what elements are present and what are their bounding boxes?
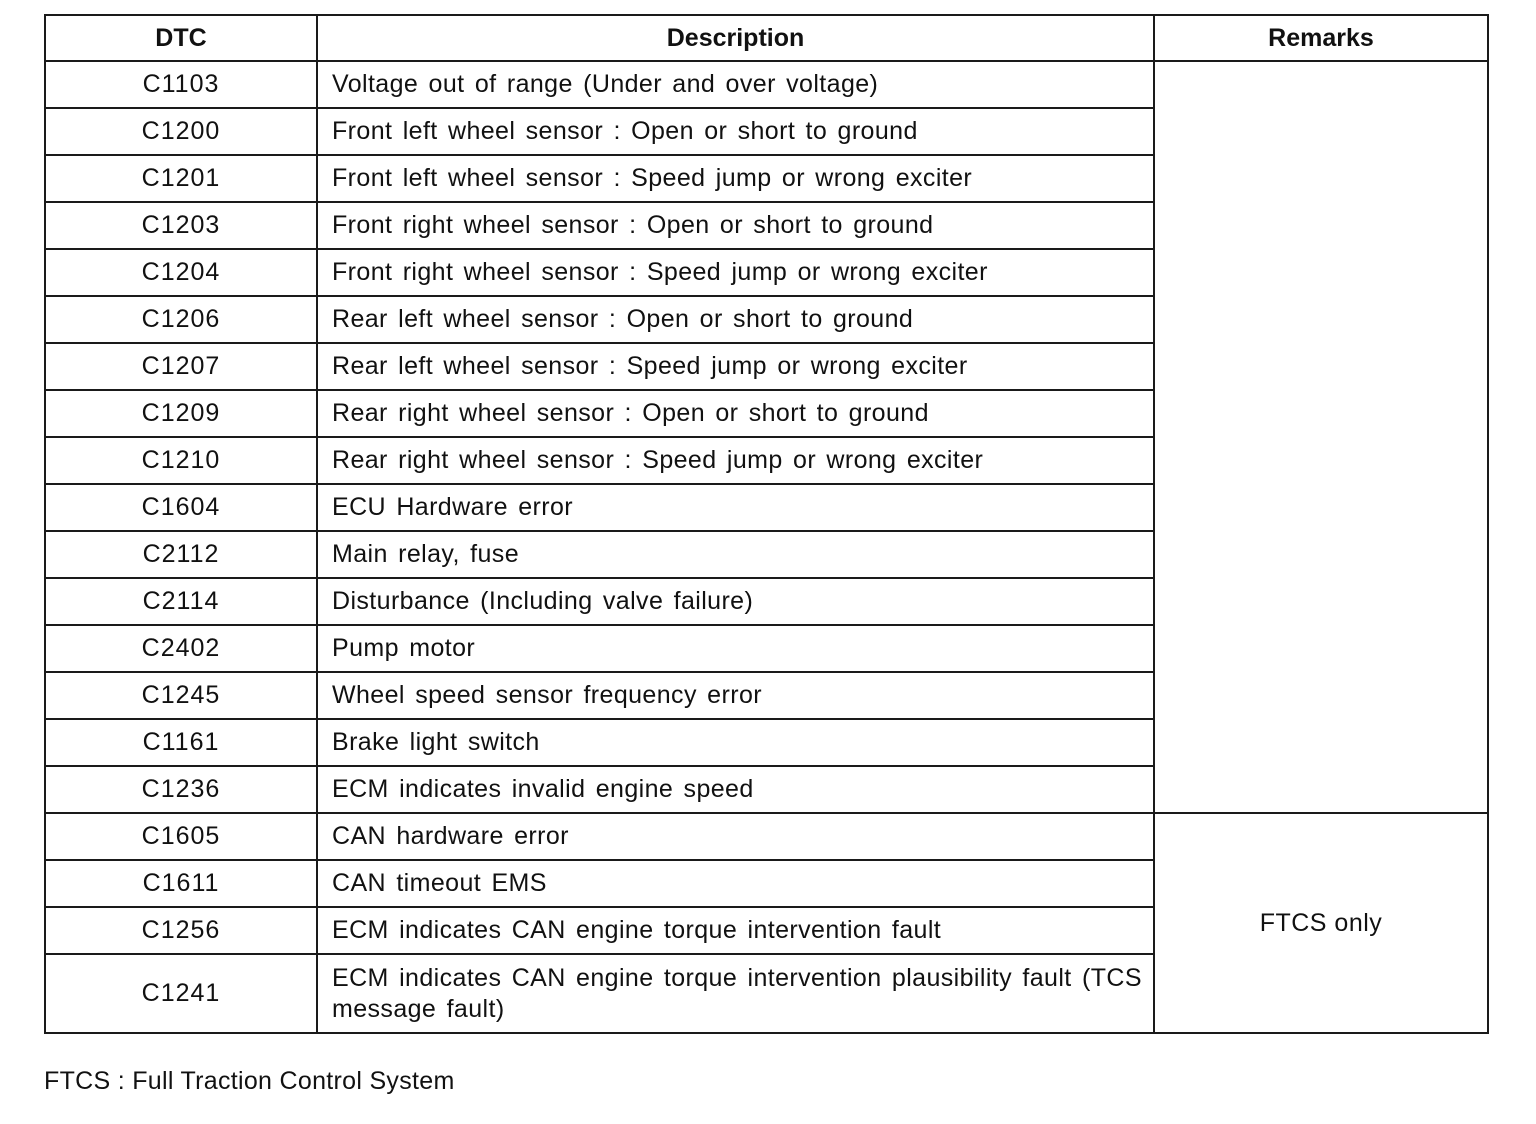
dtc-description: Front left wheel sensor : Speed jump or wrong exciter <box>317 155 1154 202</box>
dtc-code: C1241 <box>45 954 317 1033</box>
table-header-row <box>45 15 1488 61</box>
table-row <box>45 813 1488 860</box>
dtc-code: C1236 <box>45 766 317 813</box>
dtc-description: Wheel speed sensor frequency error <box>317 672 1154 719</box>
dtc-code: C1203 <box>45 202 317 249</box>
dtc-code: C2114 <box>45 578 317 625</box>
dtc-description: ECM indicates invalid engine speed <box>317 766 1154 813</box>
dtc-description: ECM indicates CAN engine torque intervention fault <box>317 907 1154 954</box>
dtc-description: Rear left wheel sensor : Open or short to ground <box>317 296 1154 343</box>
dtc-code: C1200 <box>45 108 317 155</box>
remarks-cell-ftcs: FTCS only <box>1154 813 1488 1033</box>
dtc-description: CAN hardware error <box>317 813 1154 860</box>
dtc-description: Rear right wheel sensor : Speed jump or wrong exciter <box>317 437 1154 484</box>
dtc-code: C1207 <box>45 343 317 390</box>
dtc-code: C1103 <box>45 61 317 108</box>
dtc-code: C1206 <box>45 296 317 343</box>
header-remarks: Remarks <box>1154 15 1488 61</box>
dtc-description: Rear left wheel sensor : Speed jump or wrong exciter <box>317 343 1154 390</box>
dtc-code: C2112 <box>45 531 317 578</box>
dtc-code: C1210 <box>45 437 317 484</box>
dtc-code: C1201 <box>45 155 317 202</box>
dtc-description: Pump motor <box>317 625 1154 672</box>
dtc-description: Voltage out of range (Under and over voltage) <box>317 61 1154 108</box>
dtc-description: ECM indicates CAN engine torque intervention plausibility fault (TCS message fault) <box>317 954 1154 1033</box>
dtc-description: Brake light switch <box>317 719 1154 766</box>
dtc-code: C1204 <box>45 249 317 296</box>
dtc-description: Front left wheel sensor : Open or short to ground <box>317 108 1154 155</box>
dtc-description: Rear right wheel sensor : Open or short to ground <box>317 390 1154 437</box>
dtc-code: C1611 <box>45 860 317 907</box>
dtc-description: Front right wheel sensor : Open or short to ground <box>317 202 1154 249</box>
dtc-code: C1604 <box>45 484 317 531</box>
header-description: Description <box>317 15 1154 61</box>
remarks-cell-general <box>1154 61 1488 813</box>
dtc-code: C1209 <box>45 390 317 437</box>
dtc-code: C1245 <box>45 672 317 719</box>
dtc-code: C1256 <box>45 907 317 954</box>
dtc-code: C1161 <box>45 719 317 766</box>
header-dtc: DTC <box>45 15 317 61</box>
dtc-description: CAN timeout EMS <box>317 860 1154 907</box>
table-row <box>45 61 1488 108</box>
dtc-description: ECU Hardware error <box>317 484 1154 531</box>
dtc-table <box>44 14 1489 1034</box>
dtc-description: Disturbance (Including valve failure) <box>317 578 1154 625</box>
dtc-description: Main relay, fuse <box>317 531 1154 578</box>
footnote: FTCS : Full Traction Control System <box>44 1067 455 1095</box>
dtc-code: C2402 <box>45 625 317 672</box>
dtc-code: C1605 <box>45 813 317 860</box>
dtc-description: Front right wheel sensor : Speed jump or wrong exciter <box>317 249 1154 296</box>
